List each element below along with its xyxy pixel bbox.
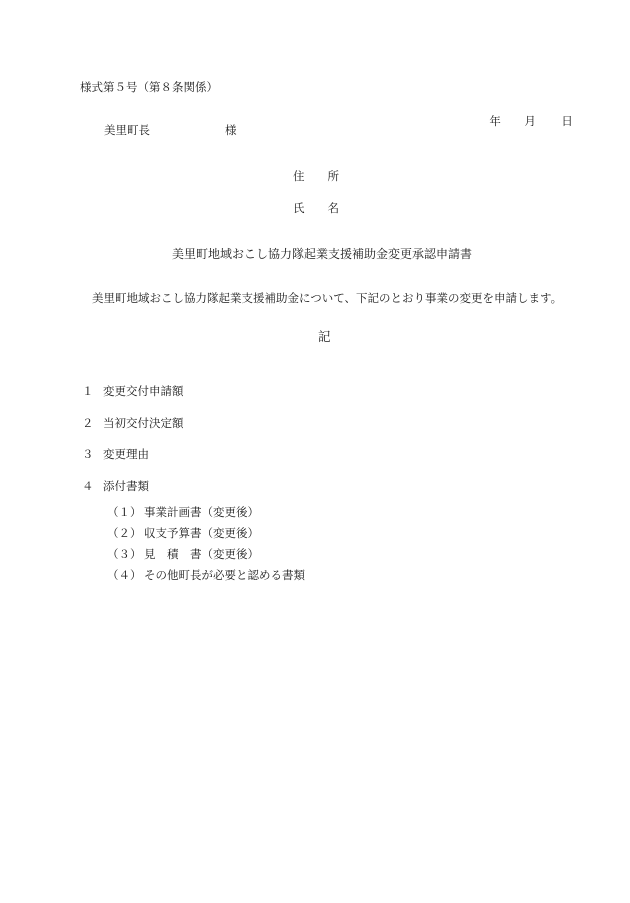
address-label: 住 所	[293, 169, 339, 183]
list-item-attachments	[82, 481, 149, 493]
attachment-number: （３）	[107, 547, 142, 561]
date-month-label: 月	[524, 113, 536, 128]
attachment-label: 事業計画書（変更後）	[144, 505, 259, 519]
document-title: 美里町地域おこし協力隊起業支援補助金変更承認申請書	[172, 247, 473, 261]
list-item-number: ３	[82, 447, 94, 461]
attachment-item	[107, 507, 259, 519]
addressee-honorific: 様	[225, 123, 237, 137]
list-item-label: 添付書類	[103, 479, 149, 493]
attachment-number: （１）	[107, 505, 142, 519]
date-year-label: 年	[489, 113, 501, 128]
list-item-initial-amount	[82, 418, 184, 430]
attachment-number: （２）	[107, 526, 142, 540]
date-line	[482, 104, 573, 127]
attachment-label: 収支予算書（変更後）	[144, 526, 259, 540]
list-item-number: １	[82, 384, 94, 398]
date-day-label: 日	[561, 113, 573, 128]
addressee: 美里町長	[104, 123, 150, 137]
attachment-item	[107, 549, 259, 561]
attachment-item	[107, 570, 305, 582]
attachment-number: （４）	[107, 568, 142, 582]
list-item-change-amount	[82, 386, 184, 398]
list-item-number: ２	[82, 416, 94, 430]
list-item-label: 変更交付申請額	[103, 384, 184, 398]
body-text: 美里町地域おこし協力隊起業支援補助金について、下記のとおり事業の変更を申請します。	[92, 291, 563, 305]
list-item-number: ４	[82, 479, 94, 493]
attachment-label: 見 積 書（変更後）	[144, 547, 259, 561]
attachment-item	[107, 528, 259, 540]
attachment-label: その他町長が必要と認める書類	[144, 568, 305, 582]
list-item-change-reason	[82, 449, 149, 461]
form-number: 様式第５号（第８条関係）	[80, 80, 218, 94]
list-item-label: 変更理由	[103, 447, 149, 461]
list-item-label: 当初交付決定額	[103, 416, 184, 430]
name-label: 氏 名	[293, 201, 339, 215]
ki-heading: 記	[318, 329, 331, 344]
